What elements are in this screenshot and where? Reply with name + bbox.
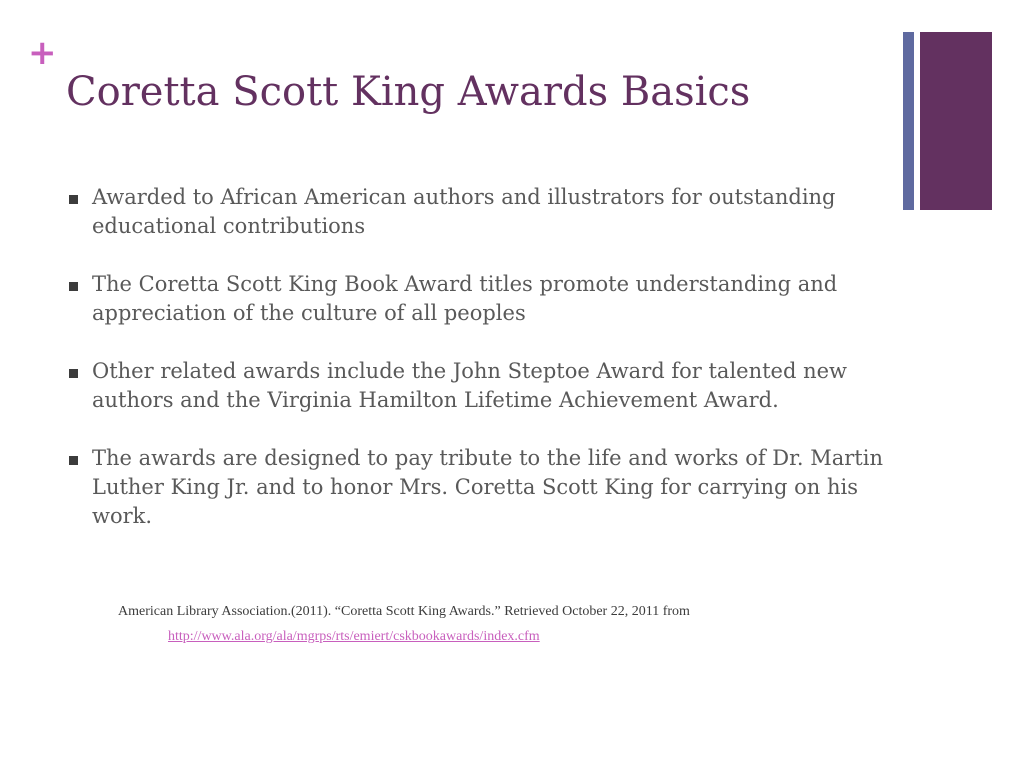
square-bullet-icon — [69, 195, 78, 204]
slide-title: Coretta Scott King Awards Basics — [66, 69, 751, 115]
bullet-list — [66, 183, 896, 560]
list-item — [66, 183, 896, 241]
plus-icon: + — [28, 33, 57, 73]
list-item — [66, 357, 896, 415]
bullet-text: The awards are designed to pay tribute to the life and works of Dr. Martin Luther King Jr. and to honor Mrs. Coretta Scott King for carrying on his work. — [92, 446, 883, 528]
citation-text: American Library Association.(2011). “Coretta Scott King Awards.” Retrieved October 22, 2011 from — [118, 604, 690, 619]
decorative-thick-bar — [920, 32, 992, 210]
square-bullet-icon — [69, 456, 78, 465]
citation-link[interactable]: http://www.ala.org/ala/mgrps/rts/emiert/cskbookawards/index.cfm — [168, 629, 540, 644]
list-item — [66, 270, 896, 328]
square-bullet-icon — [69, 369, 78, 378]
bullet-text: Other related awards include the John Steptoe Award for talented new authors and the Virginia Hamilton Lifetime Achievement Award. — [92, 359, 848, 412]
bullet-text: The Coretta Scott King Book Award titles promote understanding and appreciation of the culture of all peoples — [92, 272, 838, 325]
bullet-text: Awarded to African American authors and illustrators for outstanding educational contributions — [92, 185, 836, 238]
list-item — [66, 444, 896, 531]
square-bullet-icon — [69, 282, 78, 291]
decorative-thin-bar — [903, 32, 914, 210]
